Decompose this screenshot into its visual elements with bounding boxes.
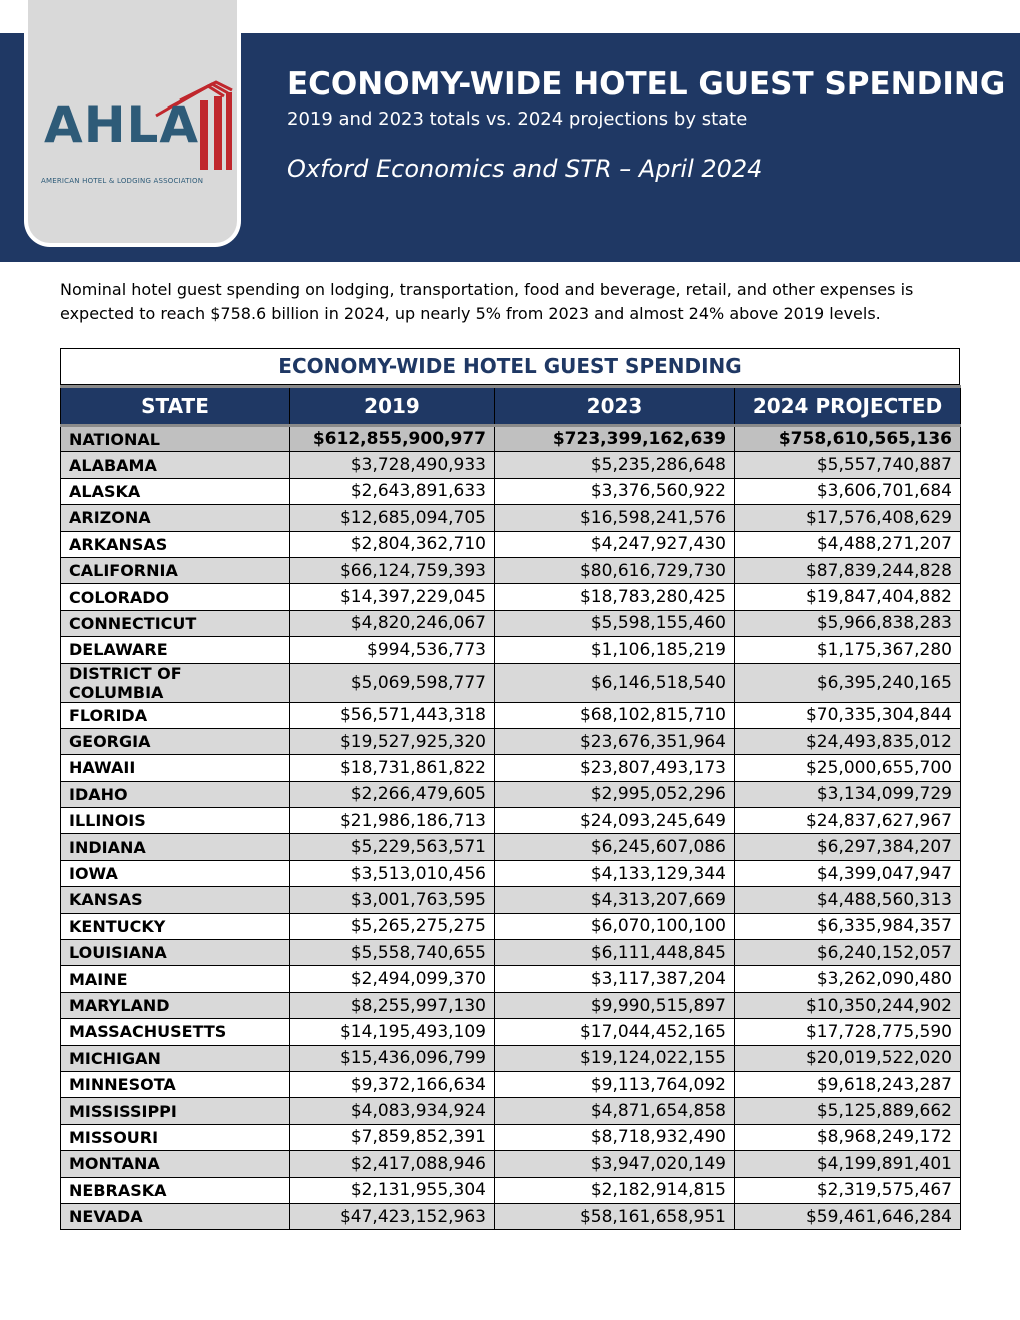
value-cell: $8,255,997,130 [290,992,495,1018]
table-row [61,557,961,583]
table-row [61,887,961,913]
table-row [61,728,961,754]
table-row [61,1071,961,1097]
header-state: STATE [61,387,290,426]
value-cell: $6,297,384,207 [735,834,961,860]
state-cell: MASSACHUSETTS [61,1019,290,1045]
value-cell: $66,124,759,393 [290,557,495,583]
value-cell: $994,536,773 [290,637,495,663]
value-cell: $6,335,984,357 [735,913,961,939]
value-cell: $2,494,099,370 [290,966,495,992]
value-cell: $4,083,934,924 [290,1098,495,1124]
table-row [61,755,961,781]
value-cell: $6,070,100,100 [495,913,735,939]
state-cell: ARIZONA [61,505,290,531]
header-2023: 2023 [495,387,735,426]
value-cell: $5,235,286,648 [495,452,735,478]
value-cell: $5,265,275,275 [290,913,495,939]
value-cell: $4,247,927,430 [495,531,735,557]
value-cell: $68,102,815,710 [495,702,735,728]
state-cell: DISTRICT OF COLUMBIA [61,663,290,702]
logo-subtext: AMERICAN HOTEL & LODGING ASSOCIATION [41,177,204,185]
value-cell: $3,376,560,922 [495,478,735,504]
state-cell: MARYLAND [61,992,290,1018]
value-cell: $2,266,479,605 [290,781,495,807]
value-cell: $16,598,241,576 [495,505,735,531]
value-cell: $2,995,052,296 [495,781,735,807]
value-cell: $758,610,565,136 [735,426,961,452]
value-cell: $10,350,244,902 [735,992,961,1018]
state-cell: MONTANA [61,1151,290,1177]
value-cell: $56,571,443,318 [290,702,495,728]
value-cell: $23,676,351,964 [495,728,735,754]
state-cell: ARKANSAS [61,531,290,557]
state-cell: DELAWARE [61,637,290,663]
value-cell: $4,871,654,858 [495,1098,735,1124]
value-cell: $5,125,889,662 [735,1098,961,1124]
value-cell: $6,146,518,540 [495,663,735,702]
value-cell: $3,947,020,149 [495,1151,735,1177]
table-row [61,531,961,557]
table-row [61,940,961,966]
value-cell: $5,557,740,887 [735,452,961,478]
state-cell: LOUISIANA [61,940,290,966]
value-cell: $17,576,408,629 [735,505,961,531]
value-cell: $17,728,775,590 [735,1019,961,1045]
value-cell: $25,000,655,700 [735,755,961,781]
state-cell: NEBRASKA [61,1177,290,1203]
table-row [61,505,961,531]
table-row [61,913,961,939]
logo-wordmark: AHLA [44,96,200,154]
value-cell: $5,229,563,571 [290,834,495,860]
state-cell: MISSOURI [61,1124,290,1150]
value-cell: $58,161,658,951 [495,1203,735,1229]
value-cell: $9,618,243,287 [735,1071,961,1097]
value-cell: $70,335,304,844 [735,702,961,728]
table-title: ECONOMY-WIDE HOTEL GUEST SPENDING [60,348,960,385]
value-cell: $9,990,515,897 [495,992,735,1018]
state-cell: IDAHO [61,781,290,807]
value-cell: $5,558,740,655 [290,940,495,966]
value-cell: $47,423,152,963 [290,1203,495,1229]
value-cell: $4,488,271,207 [735,531,961,557]
value-cell: $2,417,088,946 [290,1151,495,1177]
value-cell: $14,195,493,109 [290,1019,495,1045]
state-cell: CONNECTICUT [61,610,290,636]
state-cell: INDIANA [61,834,290,860]
value-cell: $6,240,152,057 [735,940,961,966]
state-cell: IOWA [61,860,290,886]
state-cell: NATIONAL [61,426,290,452]
value-cell: $2,643,891,633 [290,478,495,504]
value-cell: $23,807,493,173 [495,755,735,781]
state-cell: KANSAS [61,887,290,913]
state-cell: ALASKA [61,478,290,504]
state-cell: ALABAMA [61,452,290,478]
ahla-logo [24,0,241,247]
table-row [61,1177,961,1203]
state-cell: GEORGIA [61,728,290,754]
table-row [61,702,961,728]
table-header-row [61,387,961,426]
value-cell: $2,319,575,467 [735,1177,961,1203]
value-cell: $6,395,240,165 [735,663,961,702]
state-cell: FLORIDA [61,702,290,728]
value-cell: $4,199,891,401 [735,1151,961,1177]
value-cell: $19,527,925,320 [290,728,495,754]
table-row [61,1151,961,1177]
table-row [61,1098,961,1124]
header-2024-projected: 2024 PROJECTED [735,387,961,426]
value-cell: $723,399,162,639 [495,426,735,452]
table-row [61,966,961,992]
table-row-national [61,426,961,452]
value-cell: $3,134,099,729 [735,781,961,807]
intro-paragraph: Nominal hotel guest spending on lodging, transportation, food and beverage, retail, and other expenses is expected to reach $758.6 billion in 2024, up nearly 5% from 2023 and almost 24% above 2019 levels. [60,280,914,323]
value-cell: $5,966,838,283 [735,610,961,636]
state-cell: ILLINOIS [61,808,290,834]
table-row [61,452,961,478]
table-row [61,584,961,610]
page-title: ECONOMY-WIDE HOTEL GUEST SPENDING [287,66,1006,102]
value-cell: $3,262,090,480 [735,966,961,992]
value-cell: $24,493,835,012 [735,728,961,754]
value-cell: $2,804,362,710 [290,531,495,557]
value-cell: $15,436,096,799 [290,1045,495,1071]
header-2019: 2019 [290,387,495,426]
value-cell: $24,093,245,649 [495,808,735,834]
value-cell: $612,855,900,977 [290,426,495,452]
table-row [61,1124,961,1150]
table-row [61,834,961,860]
value-cell: $19,124,022,155 [495,1045,735,1071]
value-cell: $4,488,560,313 [735,887,961,913]
table-row [61,992,961,1018]
value-cell: $17,044,452,165 [495,1019,735,1045]
state-cell: COLORADO [61,584,290,610]
value-cell: $21,986,186,713 [290,808,495,834]
value-cell: $8,718,932,490 [495,1124,735,1150]
table-row [61,808,961,834]
value-cell: $3,001,763,595 [290,887,495,913]
spending-table [60,348,960,1230]
value-cell: $6,111,448,845 [495,940,735,966]
value-cell: $14,397,229,045 [290,584,495,610]
table-row [61,1203,961,1229]
source-line: Oxford Economics and STR – April 2024 [287,155,763,183]
value-cell: $2,131,955,304 [290,1177,495,1203]
value-cell: $4,313,207,669 [495,887,735,913]
value-cell: $3,606,701,684 [735,478,961,504]
value-cell: $2,182,914,815 [495,1177,735,1203]
value-cell: $3,728,490,933 [290,452,495,478]
value-cell: $4,399,047,947 [735,860,961,886]
value-cell: $4,820,246,067 [290,610,495,636]
state-cell: MISSISSIPPI [61,1098,290,1124]
table-row [61,663,961,702]
page-subtitle: 2019 and 2023 totals vs. 2024 projections by state [287,109,748,130]
value-cell: $7,859,852,391 [290,1124,495,1150]
state-cell: MICHIGAN [61,1045,290,1071]
value-cell: $3,513,010,456 [290,860,495,886]
table-row [61,610,961,636]
state-cell: MAINE [61,966,290,992]
value-cell: $1,175,367,280 [735,637,961,663]
value-cell: $18,783,280,425 [495,584,735,610]
value-cell: $20,019,522,020 [735,1045,961,1071]
value-cell: $19,847,404,882 [735,584,961,610]
state-cell: HAWAII [61,755,290,781]
value-cell: $1,106,185,219 [495,637,735,663]
value-cell: $9,113,764,092 [495,1071,735,1097]
value-cell: $9,372,166,634 [290,1071,495,1097]
table-row [61,1045,961,1071]
value-cell: $8,968,249,172 [735,1124,961,1150]
value-cell: $59,461,646,284 [735,1203,961,1229]
value-cell: $6,245,607,086 [495,834,735,860]
state-cell: NEVADA [61,1203,290,1229]
value-cell: $87,839,244,828 [735,557,961,583]
value-cell: $12,685,094,705 [290,505,495,531]
state-cell: CALIFORNIA [61,557,290,583]
state-cell: KENTUCKY [61,913,290,939]
table-row [61,637,961,663]
table-row [61,860,961,886]
value-cell: $18,731,861,822 [290,755,495,781]
state-cell: MINNESOTA [61,1071,290,1097]
value-cell: $80,616,729,730 [495,557,735,583]
value-cell: $5,598,155,460 [495,610,735,636]
table-row [61,1019,961,1045]
table-row [61,781,961,807]
table-row [61,478,961,504]
value-cell: $5,069,598,777 [290,663,495,702]
value-cell: $3,117,387,204 [495,966,735,992]
value-cell: $4,133,129,344 [495,860,735,886]
value-cell: $24,837,627,967 [735,808,961,834]
